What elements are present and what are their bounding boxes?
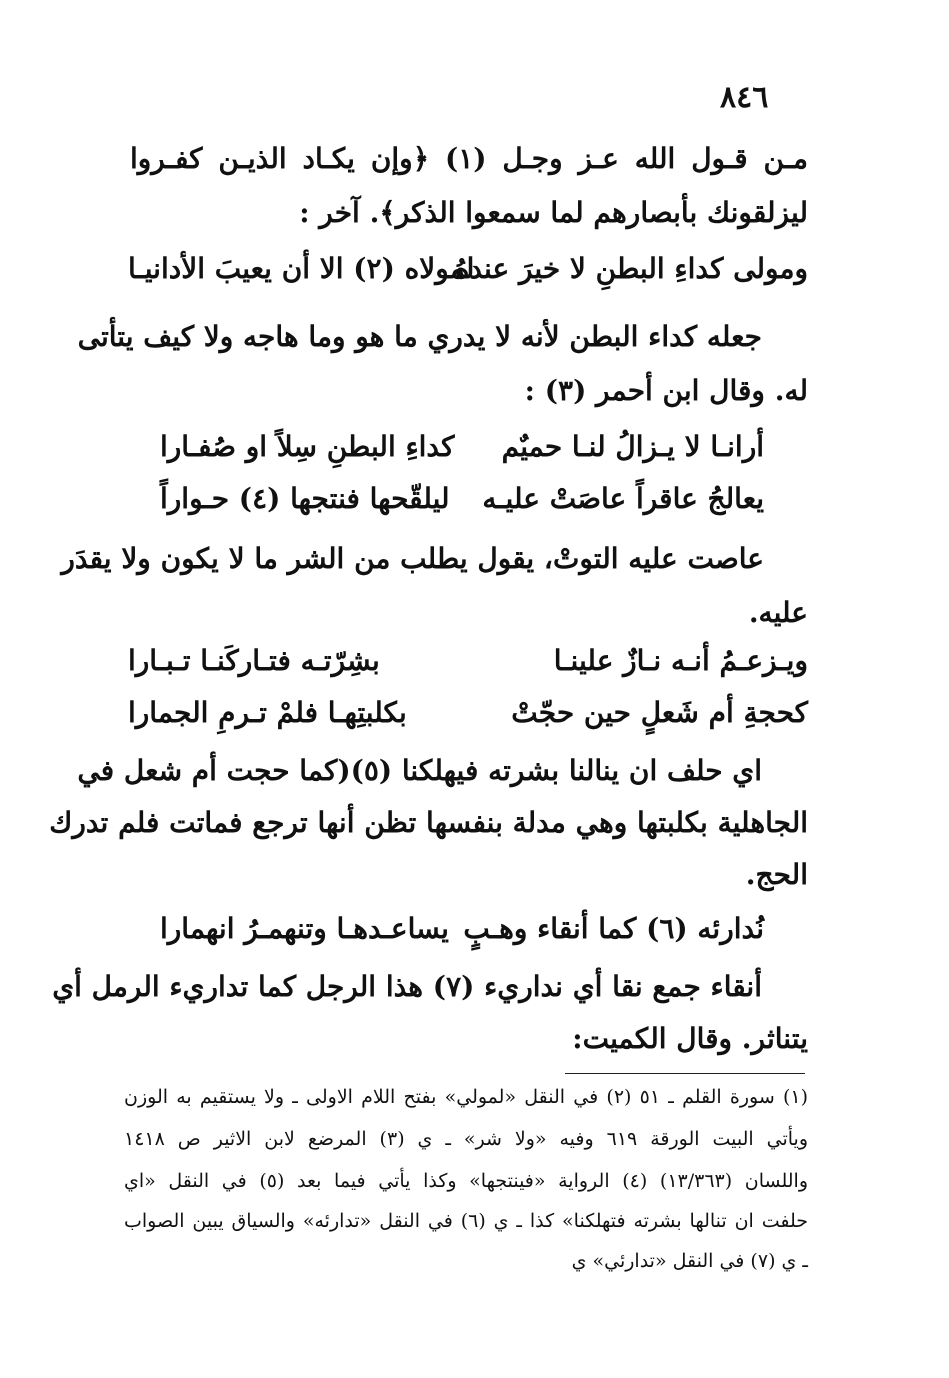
page-number: ٨٤٦ xyxy=(720,80,769,115)
text-line: اي حلف ان ينالنا بشرته فيهلكنا (٥)(كما حجت أم شعل في xyxy=(77,754,762,787)
verse-first-hemistich: كحجةِ أم شَعلٍ حين حجّتْ xyxy=(511,696,808,729)
verse-line xyxy=(128,644,808,684)
verse-line xyxy=(128,252,808,292)
verse-first-hemistich: ويـزعـمُ أنـه نـازٌ علينـا xyxy=(553,644,808,677)
verse-second-hemistich: بكلبتِهـا فلمْ تـرمِ الجمارا xyxy=(128,696,407,729)
verse-line xyxy=(160,482,764,522)
verse-first-hemistich: أرانـا لا يـزالُ لنـا حميٌم xyxy=(501,430,764,463)
verse-second-hemistich: ليلقّحها فنتجها (٤) حـواراً xyxy=(160,482,450,515)
footnote-line: حلفت ان تنالها بشرته فتهلكنا» كذا ـ ي (٦) في النقل «تدارئه» والسياق يبين الصواب xyxy=(124,1210,808,1232)
verse-first-hemistich: يعالجُ عاقراً عاصَتْ عليـه xyxy=(482,482,764,515)
text-line: مـن قـول الله عـز وجـل (١) ﴿وإن يكـاد الذيـن كفـروا xyxy=(130,142,808,175)
text-line: عليه. xyxy=(748,596,808,629)
text-line: يتناثر. وقال الكميت: xyxy=(572,1022,808,1055)
verse-second-hemistich: بشِرّتـه فتـاركَنـا تـبـارا xyxy=(128,644,380,677)
verse-first-hemistich: ومولى كداءِ البطنِ لا خيرَ عندهُ xyxy=(454,252,808,285)
text-line: الجاهلية بكلبتها وهي مدلة بنفسها تظن أنها ترجع فماتت فلم تدرك xyxy=(49,806,808,839)
verse-line xyxy=(128,696,808,736)
text-line: أنقاء جمع نقا أي نداريء (٧) هذا الرجل كما تداريء الرمل أي xyxy=(52,970,762,1003)
text-line: ليزلقونك بأبصارهم لما سمعوا الذكر﴾. آخر : xyxy=(299,196,808,229)
text-line: عاصت عليه التوتْ، يقول يطلب من الشر ما لا يكون ولا يقدَر xyxy=(61,542,764,575)
text-line: له. وقال ابن أحمر (٣) : xyxy=(524,374,808,407)
verse-line xyxy=(160,912,764,952)
footnote-separator xyxy=(565,1073,805,1074)
text-line: الحج. xyxy=(745,858,808,891)
footnote-line: ويأتي البيت الورقة ٦١٩ وفيه «ولا شر» ـ ي (٣) المرضع لابن الاثير ص ١٤١٨ xyxy=(124,1128,808,1150)
footnote-line: (١) سورة القلم ـ ٥١ (٢) في النقل «لمولي» بفتح اللام الاولى ـ ولا يستقيم به الوزن xyxy=(124,1086,808,1108)
footnote-line: ـ ي (٧) في النقل «تدارئي» ي xyxy=(571,1250,808,1272)
text-line: جعله كداء البطن لأنه لا يدري ما هو وما هاجه ولا كيف يتأتى xyxy=(77,320,762,353)
footnote-line: واللسان (١٣/٣٦٣) (٤) الرواية «فينتجها» وكذا يأتي فيما بعد (٥) في النقل «اي xyxy=(124,1170,809,1192)
verse-second-hemistich: كداءِ البطنِ سِلاً او صُفـارا xyxy=(160,430,455,463)
verse-first-hemistich: نُدارئه (٦) كما أنقاء وهـبٍ xyxy=(463,912,764,945)
verse-second-hemistich: لمولاه (٢) الا أن يعيبَ الأدانيـا xyxy=(128,252,475,285)
verse-line xyxy=(160,430,764,470)
verse-second-hemistich: يساعـدهـا وتنهمـرُ انهمارا xyxy=(160,912,449,945)
